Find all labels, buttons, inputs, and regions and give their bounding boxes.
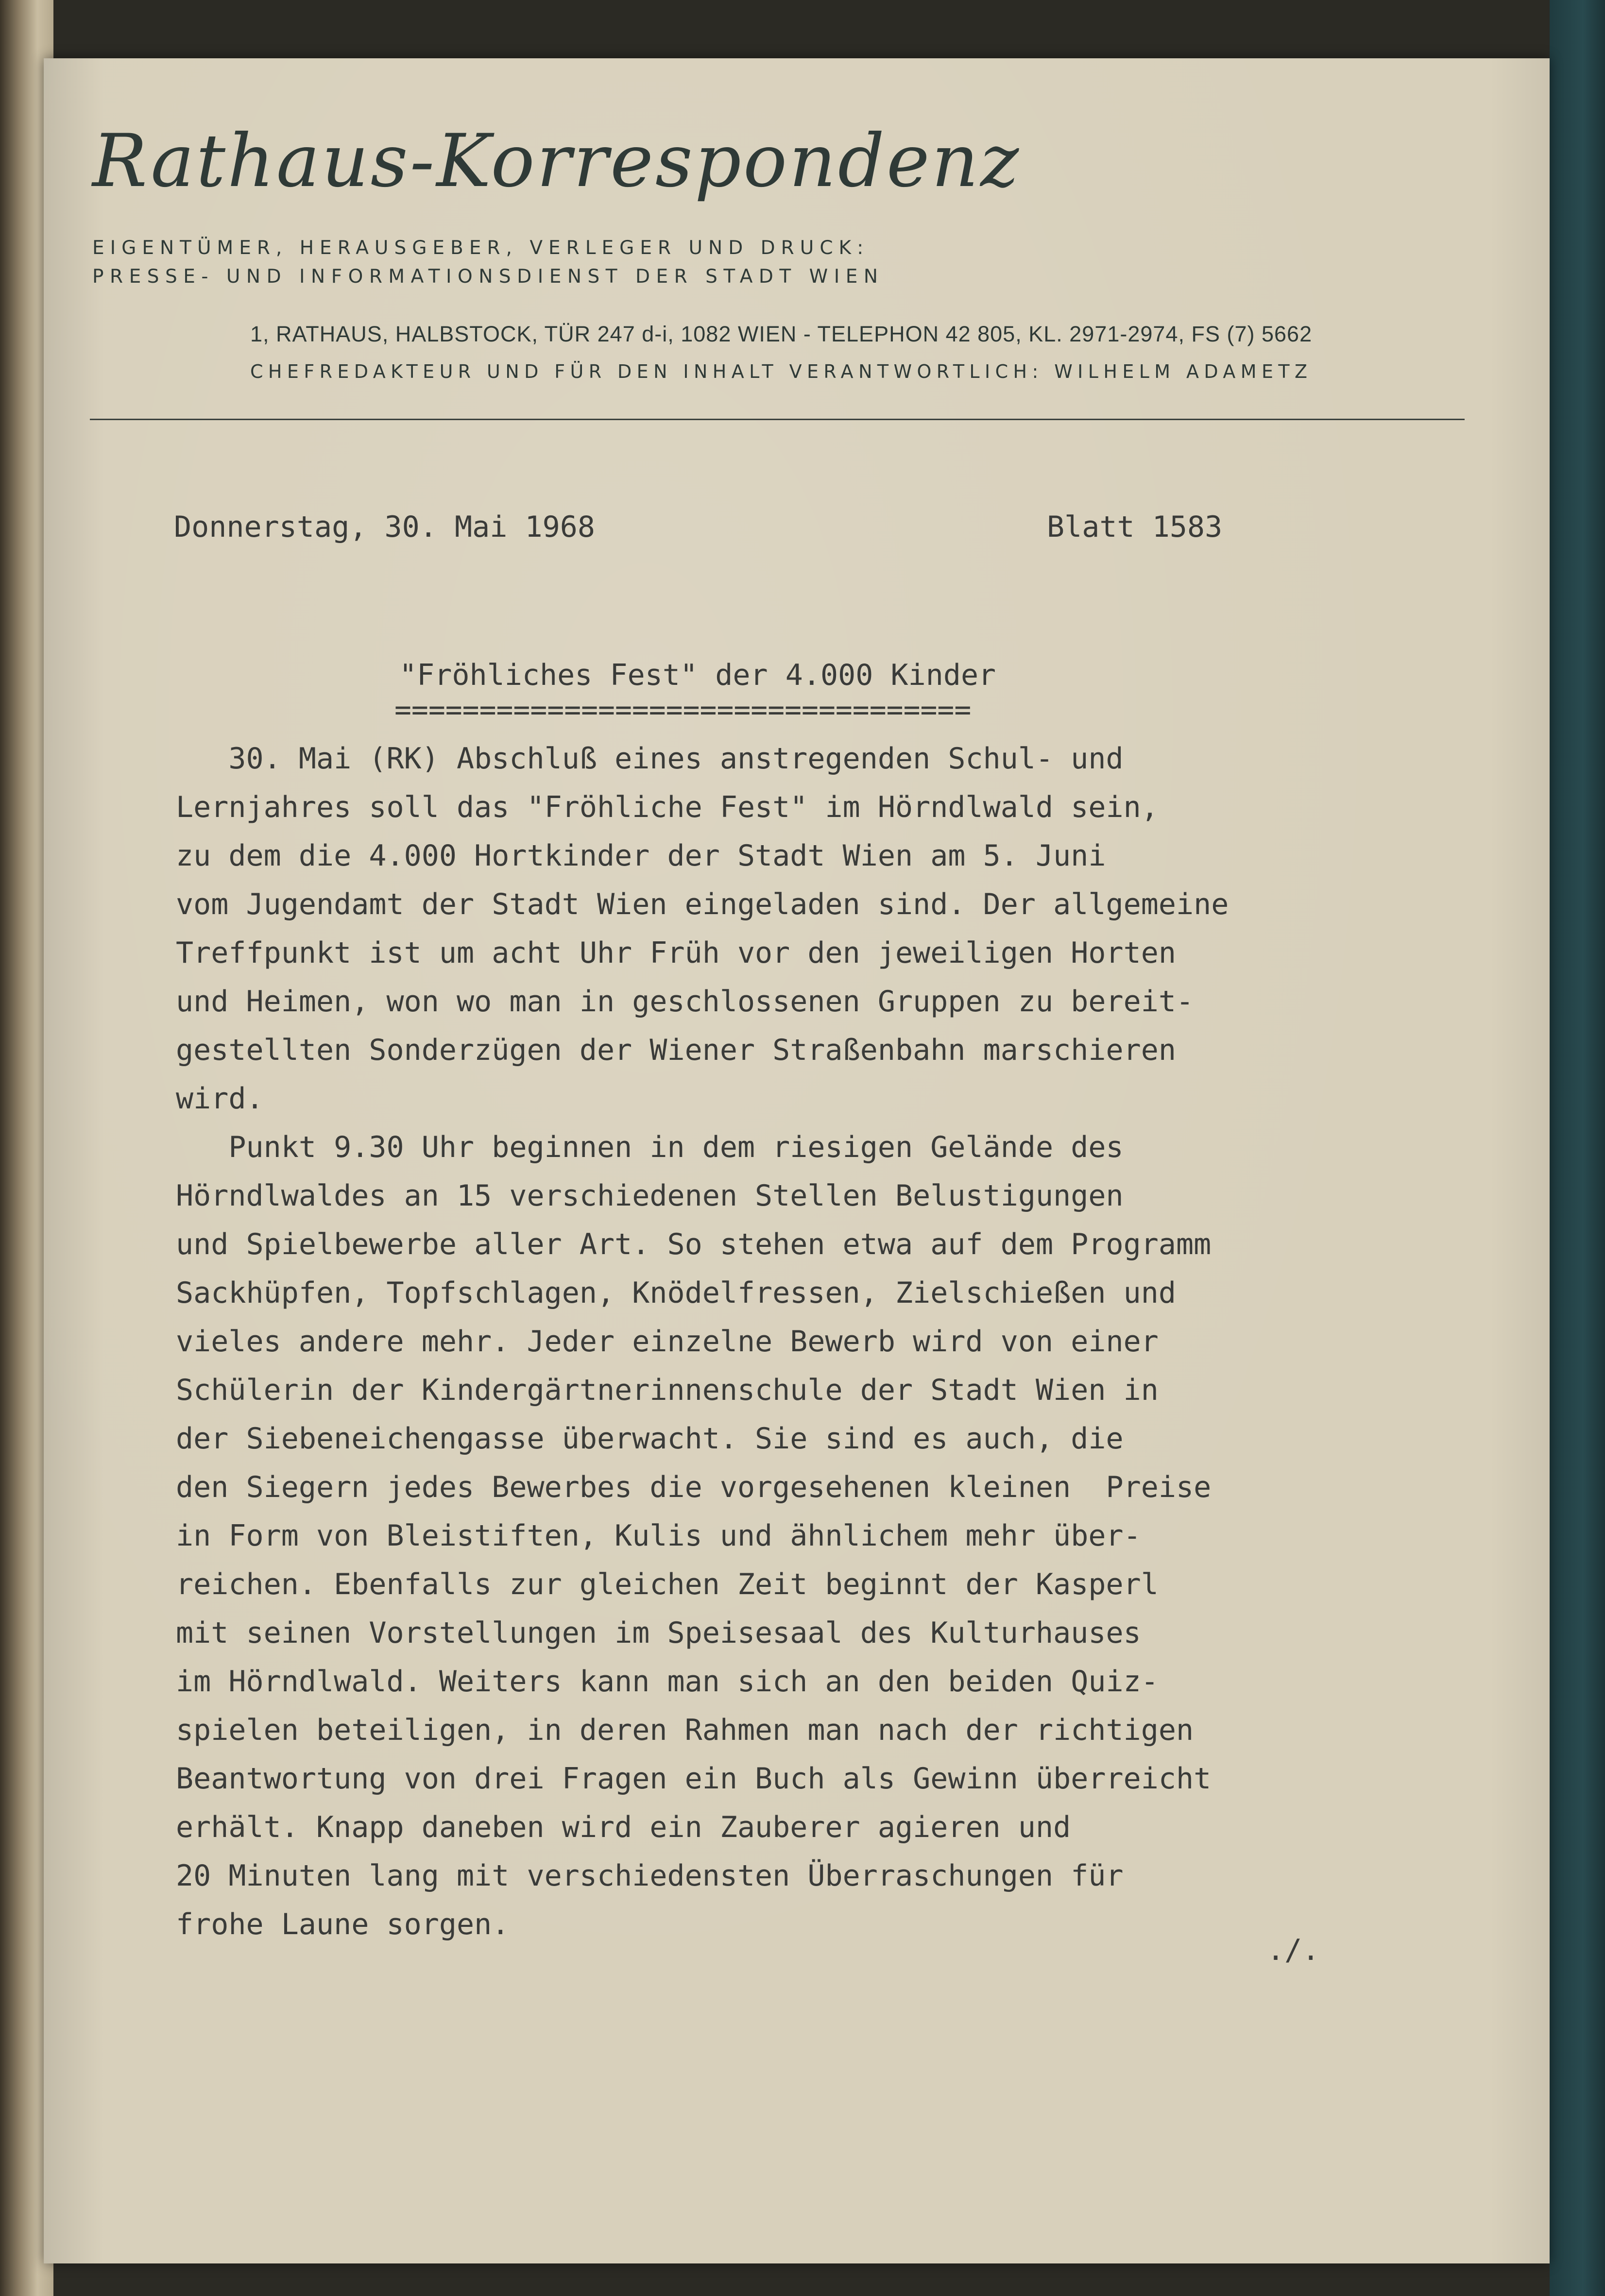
body-line: Punkt 9.30 Uhr beginnen in dem riesigen Gelände des (176, 1130, 1124, 1164)
header-divider (90, 419, 1465, 420)
headline-underline: ================================== (394, 693, 972, 726)
body-line: 30. Mai (RK) Abschluß eines anstregenden Schul- und (176, 742, 1124, 776)
body-line: in Form von Bleistiften, Kulis und ähnlichem mehr über- (176, 1519, 1141, 1553)
body-line: Sackhüpfen, Topfschlagen, Knödelfressen, Zielschießen und (176, 1276, 1177, 1310)
body-line: 20 Minuten lang mit verschiedensten Überraschungen für (176, 1859, 1124, 1893)
body-line: erhält. Knapp daneben wird ein Zauberer agieren und (176, 1810, 1071, 1844)
masthead-title: Rathaus-Korrespondenz (92, 119, 1021, 204)
body-line: Lernjahres soll das "Fröhliche Fest" im Hörndlwald sein, (176, 790, 1159, 824)
body-line: spielen beteiligen, in deren Rahmen man nach der richtigen (176, 1713, 1194, 1747)
article-headline: "Fröhliches Fest" der 4.000 Kinder (399, 658, 996, 692)
body-line: den Siegern jedes Bewerbes die vorgesehenen kleinen Preise (176, 1470, 1212, 1504)
body-line: und Heimen, won wo man in geschlossenen Gruppen zu bereit- (176, 985, 1194, 1019)
body-line: Treffpunkt ist um acht Uhr Früh vor den jeweiligen Horten (176, 936, 1177, 970)
body-line: Beantwortung von drei Fragen ein Buch als Gewinn überreicht (176, 1762, 1212, 1796)
masthead-address-line: 1, RATHAUS, HALBSTOCK, TÜR 247 d-i, 1082 WIEN - TELEPHON 42 805, KL. 2971-2974, FS (7) 5662 (250, 322, 1313, 346)
body-line: im Hörndlwald. Weiters kann man sich an den beiden Quiz- (176, 1665, 1159, 1699)
body-line: Hörndlwaldes an 15 verschiedenen Stellen Belustigungen (176, 1179, 1124, 1213)
body-line: vieles andere mehr. Jeder einzelne Bewerb wird von einer (176, 1325, 1159, 1359)
body-line: gestellten Sonderzügen der Wiener Straßenbahn marschieren (176, 1033, 1177, 1067)
body-line: vom Jugendamt der Stadt Wien eingeladen sind. Der allgemeine (176, 887, 1229, 921)
body-line: wird. (176, 1082, 264, 1116)
body-line: Schülerin der Kindergärtnerinnenschule der Stadt Wien in (176, 1373, 1159, 1407)
background-strip (1550, 0, 1605, 2296)
sheet-number: Blatt 1583 (1047, 510, 1223, 544)
body-line: mit seinen Vorstellungen im Speisesaal des Kulturhauses (176, 1616, 1141, 1650)
body-line: der Siebeneichengasse überwacht. Sie sind es auch, die (176, 1422, 1124, 1456)
document-date: Donnerstag, 30. Mai 1968 (174, 510, 595, 544)
body-line: reichen. Ebenfalls zur gleichen Zeit beginnt der Kasperl (176, 1567, 1159, 1601)
continuation-mark: ./. (1267, 1933, 1320, 1967)
body-line: und Spielbewerbe aller Art. So stehen etwa auf dem Programm (176, 1227, 1212, 1261)
masthead-service-line: PRESSE- UND INFORMATIONSDIENST DER STADT WIEN (92, 266, 884, 288)
masthead-editor-line: CHEFREDAKTEUR UND FÜR DEN INHALT VERANTWORTLICH: WILHELM ADAMETZ (250, 361, 1313, 382)
body-line: frohe Laune sorgen. (176, 1907, 510, 1941)
body-line: zu dem die 4.000 Hortkinder der Stadt Wien am 5. Juni (176, 839, 1106, 873)
masthead-owner-line: EIGENTÜMER, HERAUSGEBER, VERLEGER UND DRUCK: (92, 237, 870, 259)
